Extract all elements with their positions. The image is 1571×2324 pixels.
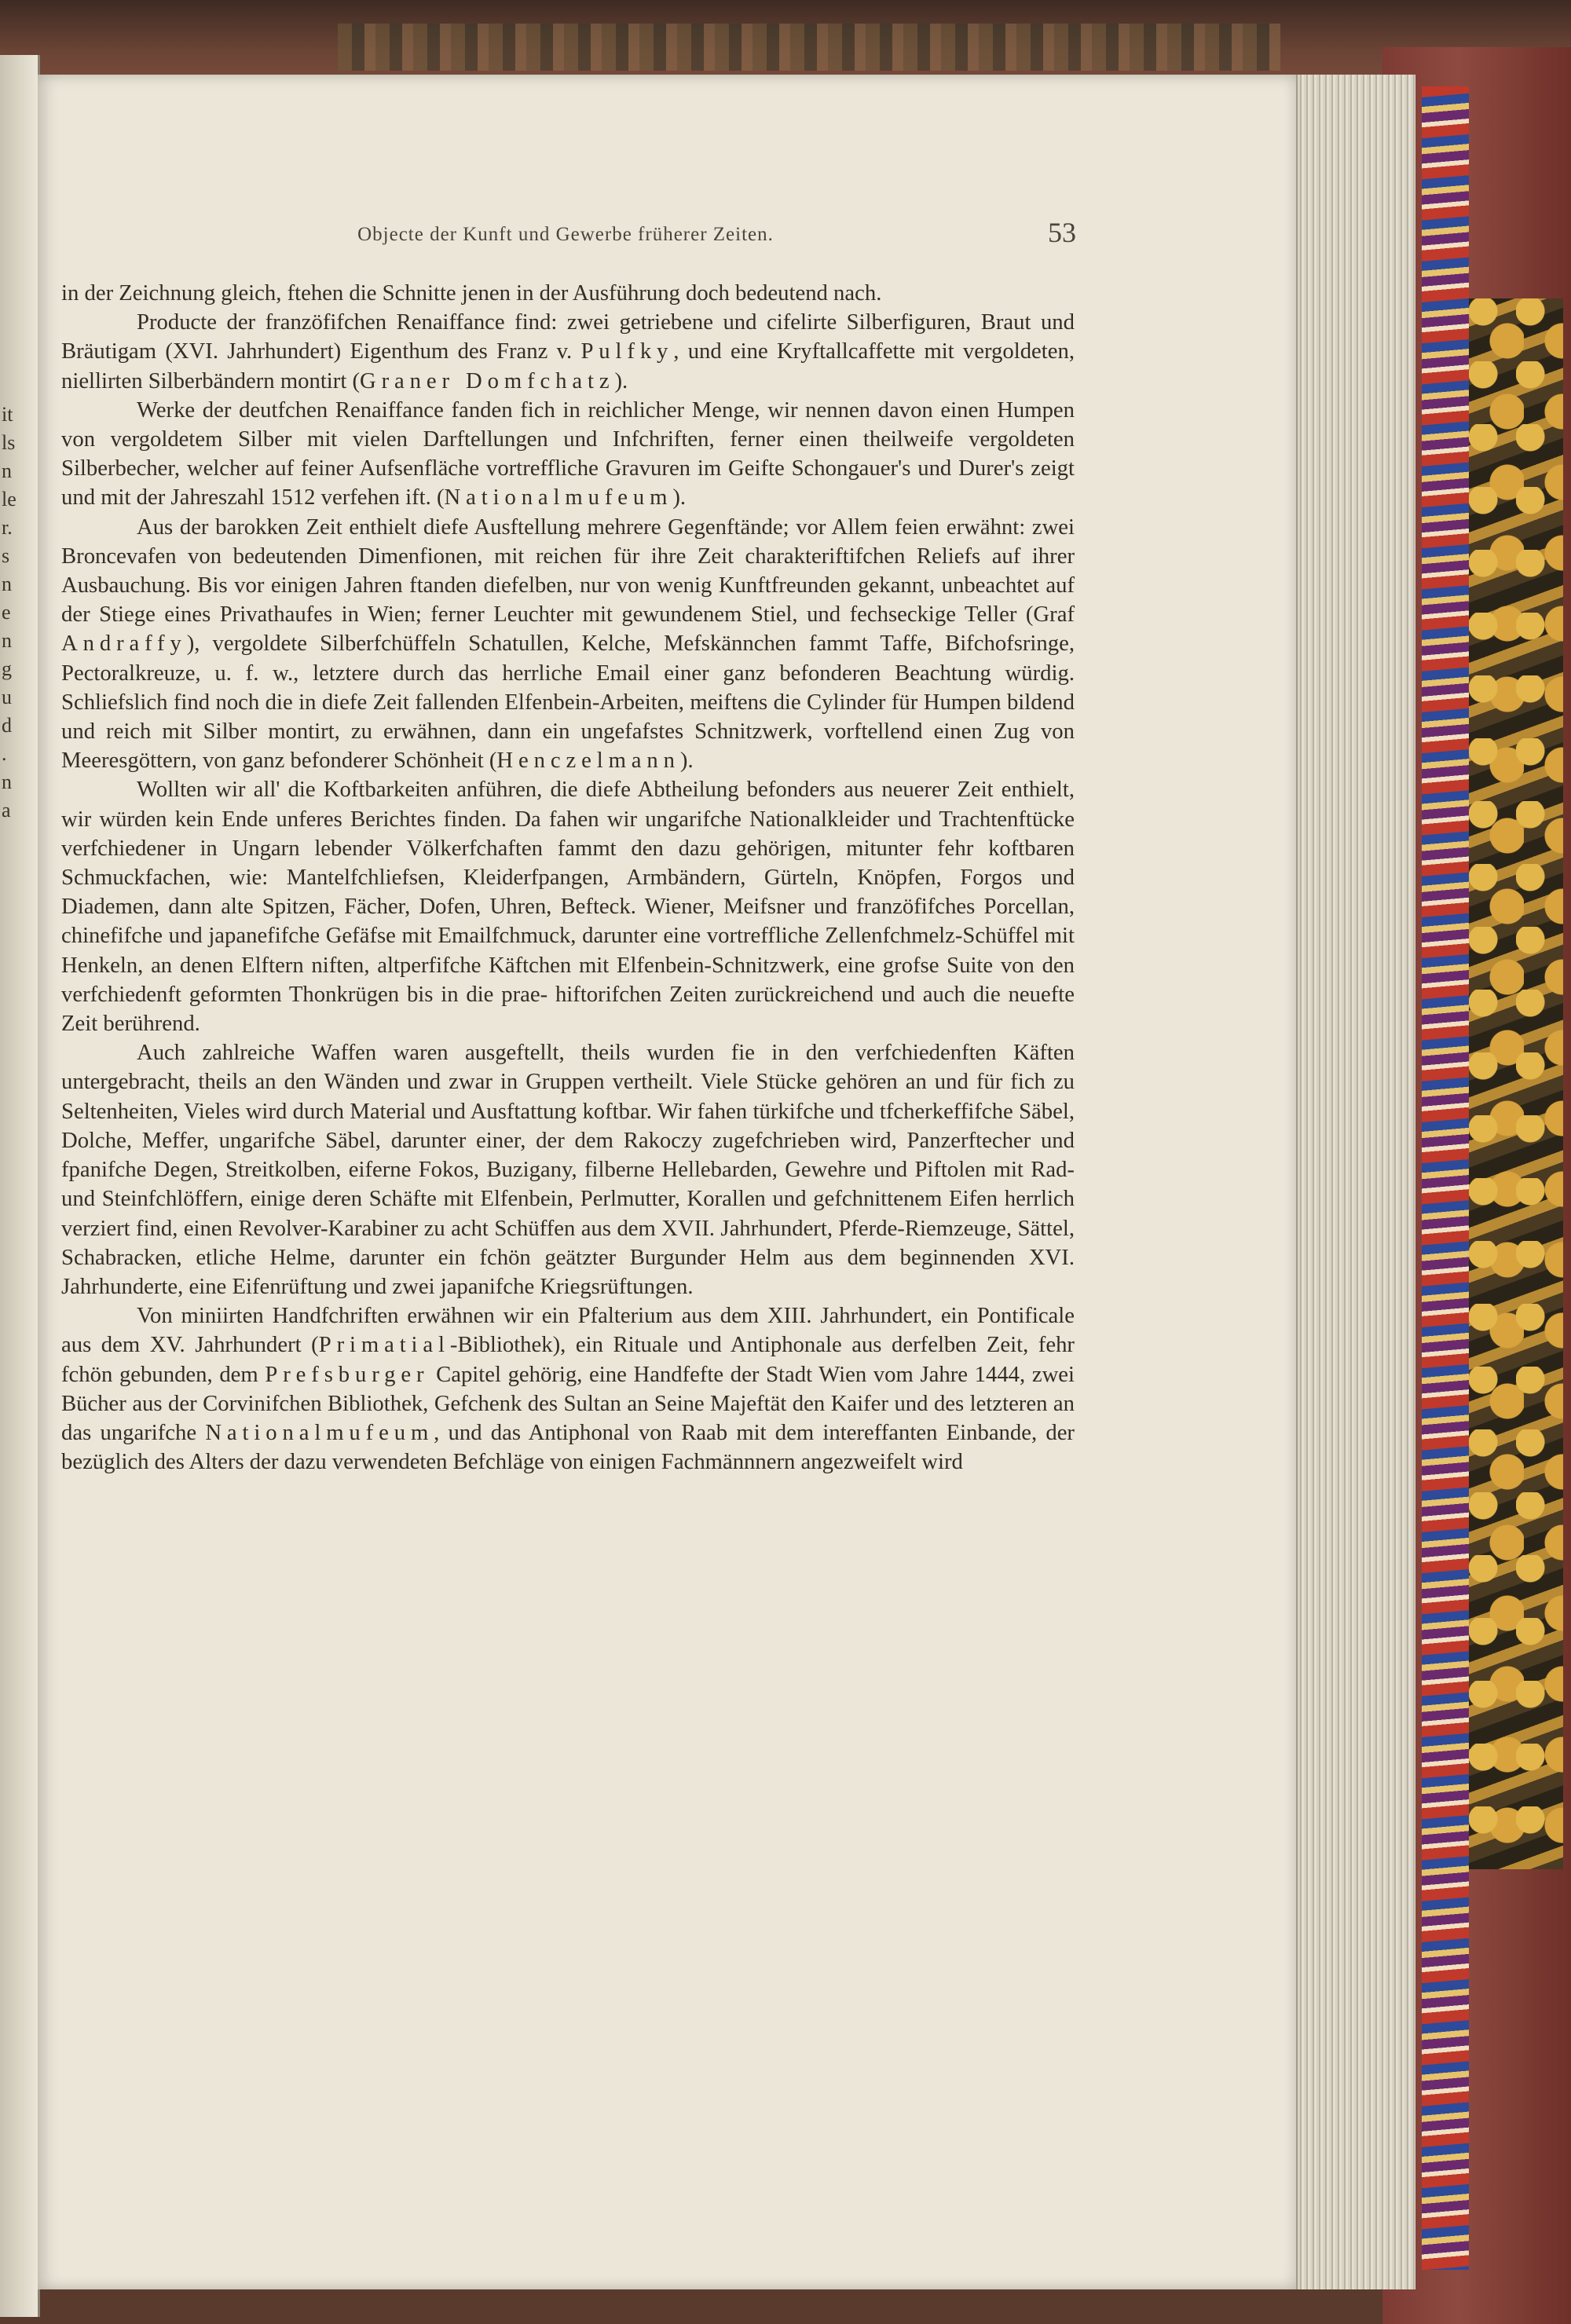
facing-page-fragment: le <box>2 488 16 511</box>
book-cover-top <box>0 0 1571 86</box>
paragraph <box>61 396 1075 513</box>
facing-page-fragment: ls <box>2 431 16 454</box>
spaced-name: Pulfky <box>580 339 674 364</box>
spaced-name: Andraffy <box>61 631 187 657</box>
facing-page-fragment: a <box>2 799 11 822</box>
text-run: Werke der deutfchen Renaiffance fanden fich in reichlicher Menge, wir nennen davon einen Humpen von vergoldetem Silber mit vielen Darftellungen und Infchriften, ferner einen theilweife vergoldeten Silberbecher, welcher auf feiner Aufsenfläche vortreffliche Gravuren im Geifte Schongauer's und Durer's zeigt und mit der Jahreszahl 1512 verfehen ift. ( <box>61 397 1075 511</box>
marbled-cover-paper <box>1469 298 1563 1869</box>
spaced-name: Prefsburger <box>265 1361 430 1387</box>
cover-decoration <box>338 24 1280 71</box>
paragraph <box>61 279 1075 308</box>
body-text <box>61 279 1075 1477</box>
text-run: Producte der franzöfifchen Renaiffance find: zwei getriebene und cifelirte Silberfiguren, Braut und Bräutigam (XVI. Jahrhundert) Eigenthum des Franz v. <box>61 309 1075 364</box>
page-header <box>283 216 1076 263</box>
facing-page-fragment: u <box>2 686 12 708</box>
facing-page-fragment: n <box>2 770 12 793</box>
spaced-name: Henczelmann <box>496 748 680 774</box>
paragraph <box>61 513 1075 776</box>
facing-page-fragment: n <box>2 459 12 482</box>
page-number: 53 <box>1048 217 1076 248</box>
text-run: ), vergoldete Silberfchüffeln Schatullen, Kelche, Mefskännchen fammt Taffe, Bifchofsringe, Pectoralkreuze, u. f. w., letztere durch das herrliche Email einer ganz befonderen Beachtung würdig. Schliefslich find noch die in diefe Zeit fallenden Elfenbein-Arbeiten, meiftens die Cylinder für Humpen bildend und reich mit Silber montirt, zu erwähnen, dann ein ungefafstes Schnitzwerk, vorftellend einen Zug von Meeresgöttern, von ganz befonderer Schönheit ( <box>61 631 1075 774</box>
spaced-name: Primatial <box>318 1332 450 1358</box>
text-run: Capitel gehörig, eine Handfefte der Stadt Wien vom Jahre 1444, zwei Bücher aus der Corvinifchen Bibliothek, Gefchenk des Sultan an Seine Majeftät den Kaifer und des letzteren an das ungarifche <box>61 1361 1075 1445</box>
paragraph <box>61 1301 1075 1477</box>
facing-page-fragment: it <box>2 403 13 426</box>
text-run: ). <box>672 485 687 511</box>
text-run: ). <box>679 748 694 774</box>
text-run: -Bibliothek), ein Rituale und Antiphonale aus derfelben Zeit, fehr fchön gebunden, dem <box>61 1332 1075 1387</box>
page-edges <box>1296 75 1415 2289</box>
spaced-name: Graner Domfchatz <box>360 368 615 393</box>
marbled-endpaper <box>1422 86 1469 2270</box>
facing-page-fragment: d <box>2 714 12 737</box>
text-run: Von miniirten Handfchriften erwähnen wir ein Pfalterium aus dem XIII. Jahrhundert, ein Pontificale aus dem XV. Jahrhundert ( <box>61 1303 1075 1358</box>
running-title: Objecte der Kunft und Gewerbe früherer Zeiten. <box>357 224 774 245</box>
facing-page-fragments <box>2 401 33 825</box>
paragraph <box>61 308 1075 396</box>
facing-page-fragment: s <box>2 544 10 567</box>
text-run: Aus der barokken Zeit enthielt diefe Ausftellung mehrere Gegenftände; vor Allem feien erwähnt: zwei Broncevafen von bedeutenden Dimenfionen, mit reichen für ihre Zeit charakteriftifchen Reliefs auf ihrer Ausbauchung. Bis vor einigen Jahren ftanden diefelben, nur von wenig Kunftfreunden gekannt, unbeachtet auf der Stiege eines Privathaufes in Wien; ferner Leuchter mit gewundenem Stiel, und fechseckige Teller (Graf <box>61 514 1075 628</box>
spaced-name: Nationalmufeum <box>444 485 673 511</box>
spaced-name: Nationalmufeum <box>205 1419 434 1445</box>
text-run: Wollten wir all' die Koftbarkeiten anführen, die diefe Abtheilung befonders aus neuerer Zeit enthielt, wir würden kein Ende unferes Berichtes finden. Da fahen wir ungarifche Nationalkleider und Trachtenftücke verfchiedener in Ungarn lebender Völkerfchaften fammt den dazu gehörigen, mitunter fehr koftbaren Schmuckfachen, wie: Mantelfchliefsen, Kleiderfpangen, Armbändern, Gürteln, Knöpfen, Forgos und Diademen, dann alte Spitzen, Fächer, Dofen, Uhren, Befteck. Wiener, Meifsner und franzöfifches Porcellan, chinefifche und japanefifche Gefäfse mit Emailfchmuck, darunter eine vortreffliche Zellenfchmelz-Schüffel mit Henkeln, an denen Elftern niften, altperfifche Käftchen mit Elfenbein-Schnitzwerk, eine grofse Suite von den verfchiedenft geformten Thonkrügen bis in die prae- hiftorifchen Zeiten zurückreichend und auch die neuefte Zeit berührend. <box>61 777 1075 1037</box>
facing-page-fragment: g <box>2 657 12 680</box>
facing-page-fragment: . <box>2 742 7 765</box>
text-run: ). <box>614 368 628 393</box>
facing-page-fragment: e <box>2 601 11 624</box>
text-run: in der Zeichnung gleich, ftehen die Schnitte jenen in der Ausführung doch bedeutend nach. <box>61 280 882 306</box>
paragraph <box>61 1038 1075 1301</box>
text-run: , und eine Kryftallcaffette mit vergoldeten, niellirten Silberbändern montirt ( <box>61 339 1075 393</box>
facing-page-edge <box>0 55 40 2317</box>
text-run: , und das Antiphonal von Raab mit dem intereffanten Einbande, der bezüglich des Alters der dazu verwendeten Befchläge von einigen Fachmännnern angezweifelt wird <box>61 1419 1075 1475</box>
facing-page-fragment: n <box>2 629 12 652</box>
paragraph <box>61 775 1075 1038</box>
facing-page-fragment: n <box>2 573 12 595</box>
text-run: Auch zahlreiche Waffen waren ausgeftellt, theils wurden fie in den verfchiedenften Käften untergebracht, theils an den Wänden und zwar in Gruppen vertheilt. Viele Stücke gehören an und für fich zu Seltenheiten, Vieles wird durch Material und Ausftattung koftbar. Wir fahen türkifche und tfcherkeffifche Säbel, Dolche, Meffer, ungarifche Säbel, darunter einer, der dem Rakoczy zugefchrieben wird, Panzerftecher und fpanifche Degen, Streitkolben, eiferne Fokos, Buzigany, filberne Hellebarden, Gewehre und Piftolen mit Rad- und Steinfchlöffern, einige deren Schäfte mit Elfenbein, Perlmutter, Korallen und gefchnittenem Eifen herrlich verziert find, einen Revolver-Karabiner zu acht Schüffen aus dem XVII. Jahrhundert, Pferde-Riemzeuge, Sättel, Schabracken, etliche Helme, darunter ein fchön geätzter Burgunder Helm aus dem beginnenden XVI. Jahrhunderte, eine Eifenrüftung und zwei japanifche Kriegsrüftungen. <box>61 1040 1075 1299</box>
facing-page-fragment: r. <box>2 516 13 539</box>
